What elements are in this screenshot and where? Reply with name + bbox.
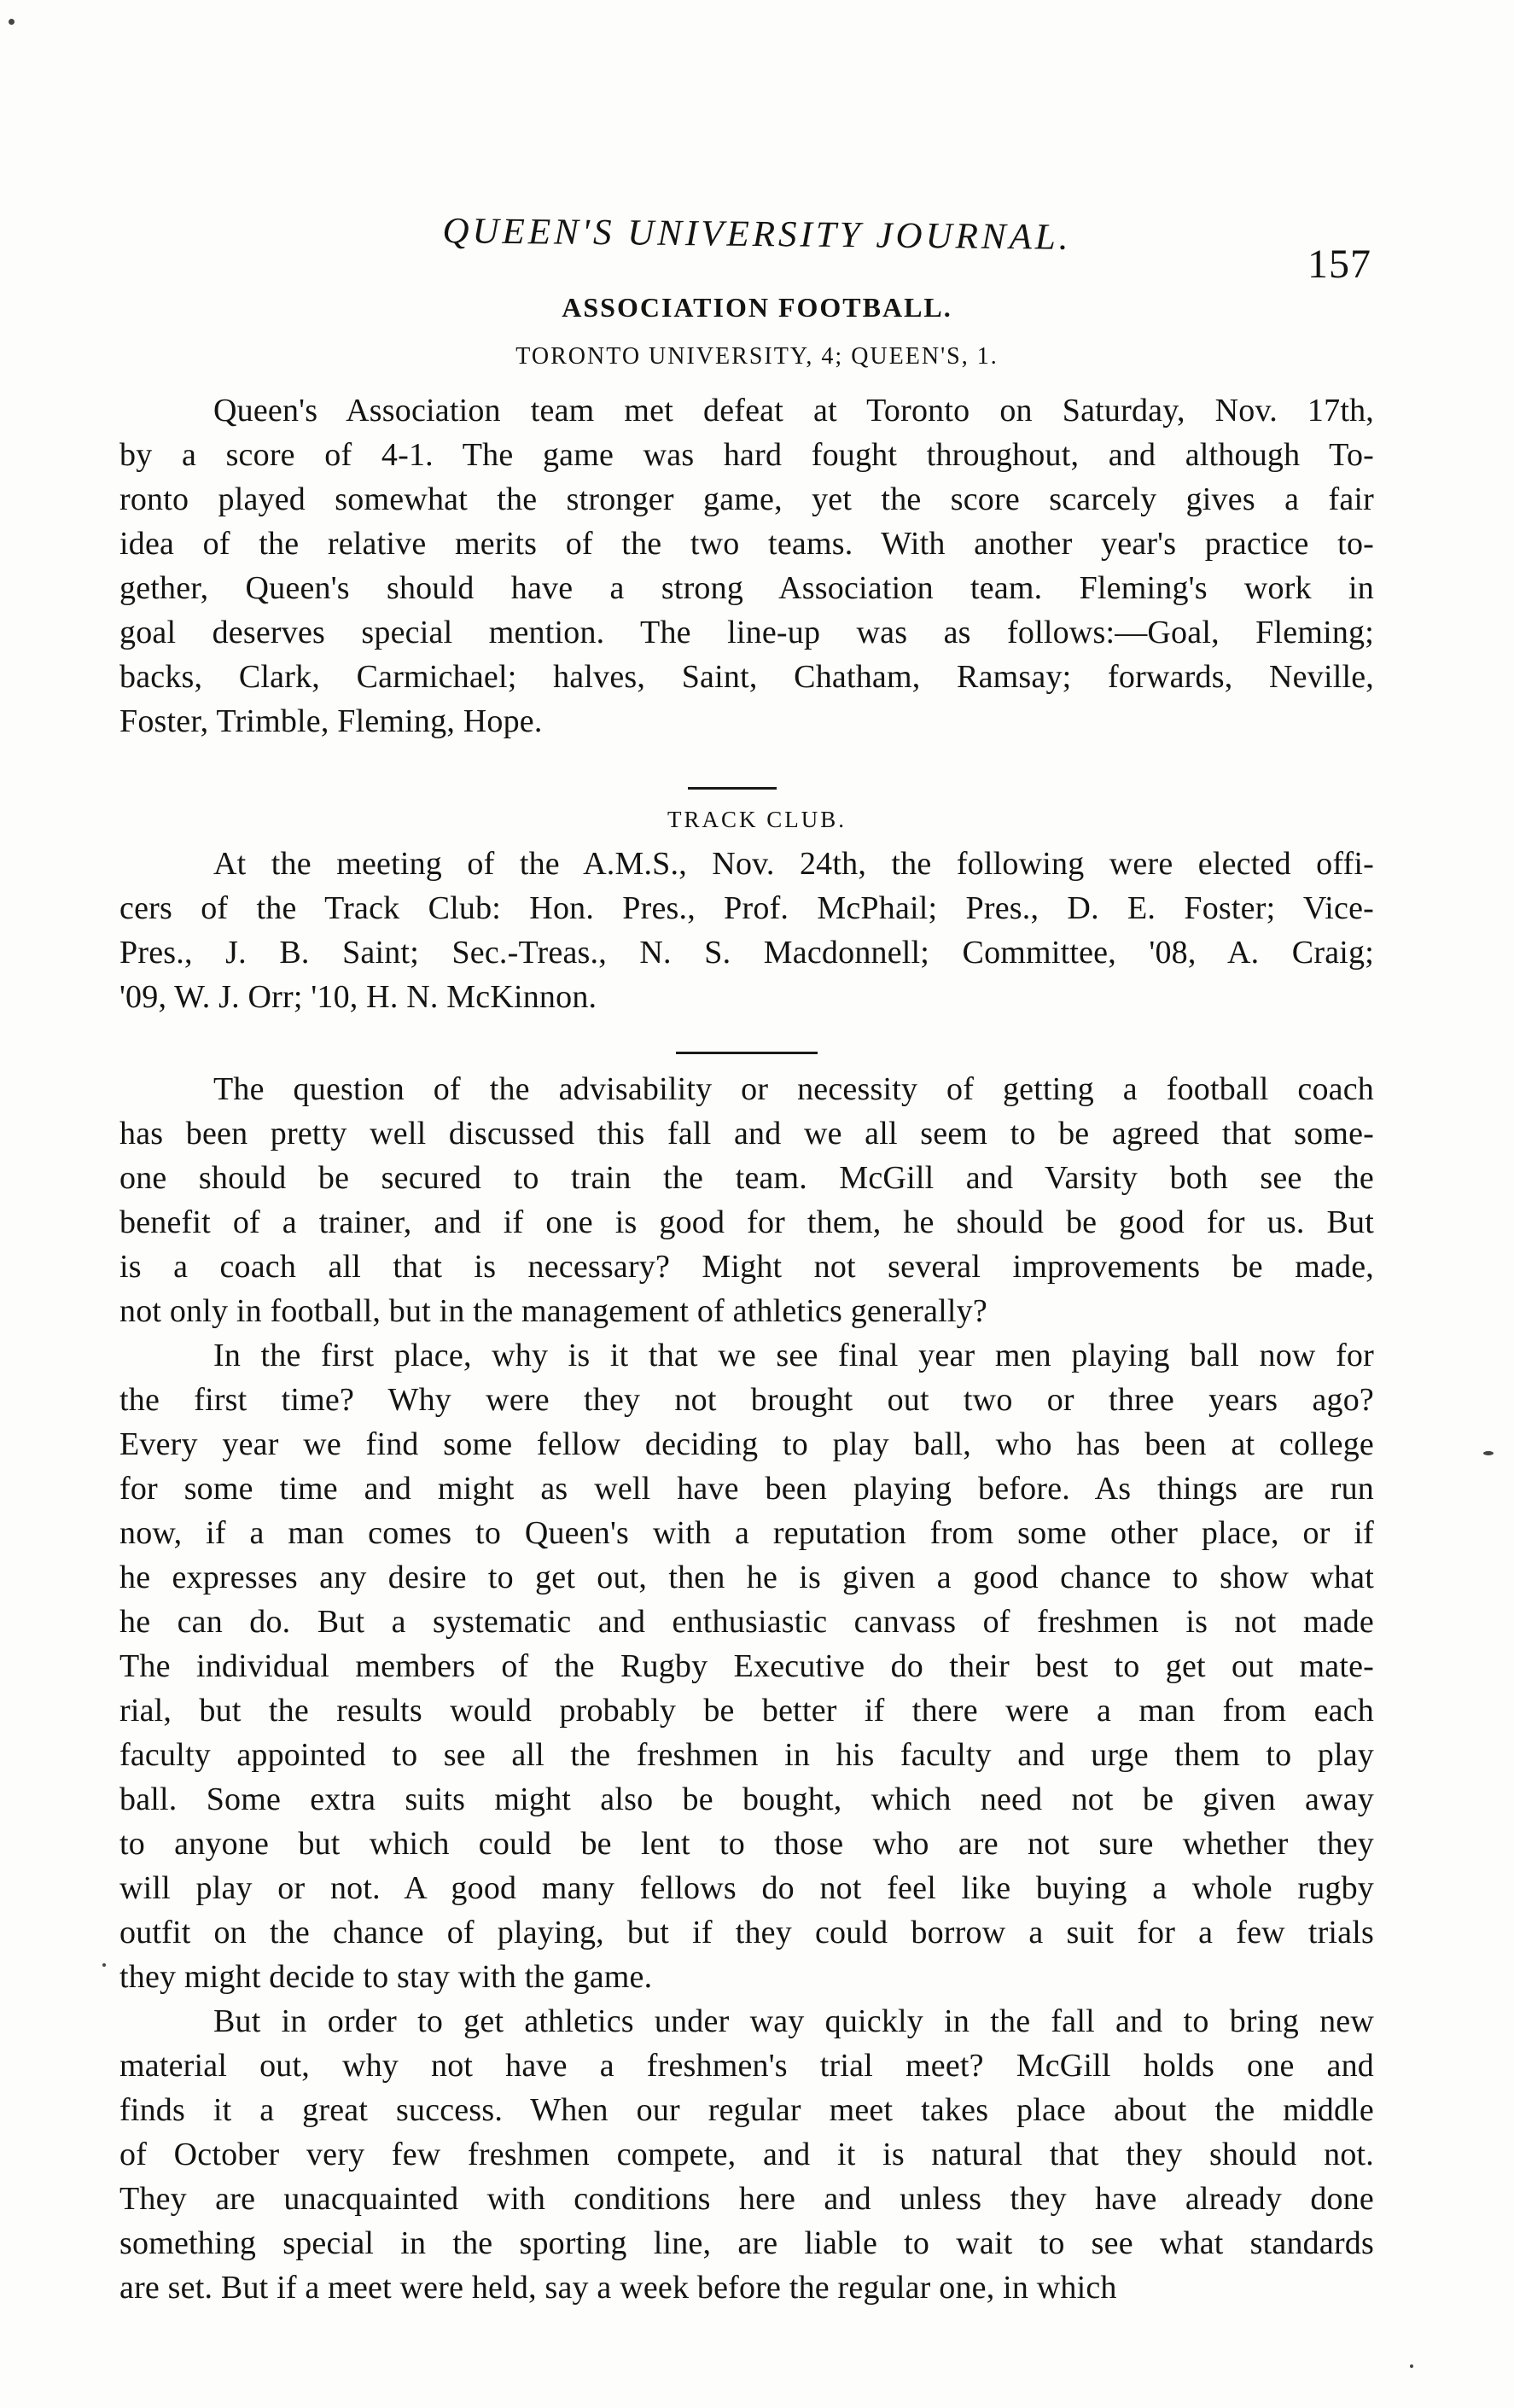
section-heading-track-club: TRACK CLUB.	[667, 807, 847, 832]
text-line: goal deserves special mention. The line-up was as follows:—Goal, Fleming;	[119, 615, 1374, 650]
text-line: something special in the sporting line, are liable to wait to see what standards	[119, 2225, 1374, 2261]
text-line: outfit on the chance of playing, but if they could borrow a suit for a few trials	[119, 1915, 1374, 1950]
text-line: material out, why not have a freshmen's trial meet? McGill holds one and	[119, 2048, 1374, 2084]
running-title: QUEEN'S UNIVERSITY JOURNAL.	[442, 211, 1072, 258]
text-line: the first time? Why were they not brought out two or three years ago?	[119, 1382, 1374, 1418]
text-line: Pres., J. B. Saint; Sec.-Treas., N. S. Macdonnell; Committee, '08, A. Craig;	[119, 935, 1374, 971]
text-line: he can do. But a systematic and enthusiastic canvass of freshmen is not made	[119, 1604, 1374, 1640]
text-line: '09, W. J. Orr; '10, H. N. McKinnon.	[119, 979, 597, 1015]
text-line: ronto played somewhat the stronger game, yet the score scarcely gives a fair	[119, 481, 1374, 517]
section-divider	[688, 787, 777, 790]
text-line: In the first place, why is it that we see final year men playing ball now for	[213, 1338, 1374, 1373]
scan-speck	[1410, 2364, 1413, 2368]
text-line: will play or not. A good many fellows do not feel like buying a whole rugby	[119, 1870, 1374, 1906]
text-line: finds it a great success. When our regular meet takes place about the middle	[119, 2092, 1374, 2128]
text-line: one should be secured to train the team. McGill and Varsity both see the	[119, 1160, 1374, 1196]
text-line: not only in football, but in the management of athletics generally?	[119, 1293, 987, 1329]
text-line: rial, but the results would probably be better if there were a man from each	[119, 1693, 1374, 1729]
text-line: The question of the advisability or necessity of getting a football coach	[213, 1071, 1374, 1107]
text-line: Every year we find some fellow deciding to play ball, who has been at college	[119, 1426, 1374, 1462]
text-line: now, if a man comes to Queen's with a reputation from some other place, or if	[119, 1515, 1374, 1551]
text-line: to anyone but which could be lent to those who are not sure whether they	[119, 1826, 1374, 1862]
text-line: But in order to get athletics under way quickly in the fall and to bring new	[213, 2003, 1374, 2039]
match-score-line: TORONTO UNIVERSITY, 4; QUEEN'S, 1.	[515, 343, 999, 370]
scan-speck	[102, 1963, 106, 1967]
track-club-paragraph	[119, 842, 1374, 1019]
text-line: They are unacquainted with conditions here and unless they have already done	[119, 2181, 1374, 2217]
text-line: backs, Clark, Carmichael; halves, Saint, Chatham, Ramsay; forwards, Neville,	[119, 659, 1374, 695]
scan-speck	[9, 19, 15, 25]
coach-paragraph-2	[119, 1333, 1374, 1999]
text-line: faculty appointed to see all the freshmen in his faculty and urge them to play	[119, 1737, 1374, 1773]
text-line: gether, Queen's should have a strong Association team. Fleming's work in	[119, 570, 1374, 606]
text-line: they might decide to stay with the game.	[119, 1959, 653, 1995]
text-line: cers of the Track Club: Hon. Pres., Prof. McPhail; Pres., D. E. Foster; Vice-	[119, 890, 1374, 926]
text-line: he expresses any desire to get out, then he is given a good chance to show what	[119, 1560, 1374, 1595]
text-line: Queen's Association team met defeat at Toronto on Saturday, Nov. 17th,	[213, 393, 1374, 429]
text-line: are set. But if a meet were held, say a week before the regular one, in which	[119, 2270, 1117, 2306]
text-line: Foster, Trimble, Fleming, Hope.	[119, 703, 543, 739]
text-line: benefit of a trainer, and if one is good for them, he should be good for us. But	[119, 1204, 1374, 1240]
text-line: The individual members of the Rugby Executive do their best to get out mate-	[119, 1648, 1374, 1684]
text-line: of October very few freshmen compete, and it is natural that they should not.	[119, 2137, 1374, 2172]
text-line: for some time and might as well have been playing before. As things are run	[119, 1471, 1374, 1507]
text-line: idea of the relative merits of the two teams. With another year's practice to-	[119, 526, 1374, 562]
section-divider	[676, 1052, 818, 1054]
text-line: by a score of 4-1. The game was hard fought throughout, and although To-	[119, 437, 1374, 473]
scan-speck	[1483, 1451, 1494, 1455]
coach-paragraph-1	[119, 1067, 1374, 1333]
page-number: 157	[1307, 242, 1371, 287]
football-report-paragraph	[119, 388, 1374, 743]
coach-paragraph-3	[119, 1999, 1374, 2310]
text-line: has been pretty well discussed this fall and we all seem to be agreed that some-	[119, 1116, 1374, 1152]
text-line: At the meeting of the A.M.S., Nov. 24th, the following were elected offi-	[213, 846, 1374, 882]
text-line: is a coach all that is necessary? Might not several improvements be made,	[119, 1249, 1374, 1285]
section-heading-association-football: ASSOCIATION FOOTBALL.	[562, 292, 952, 323]
text-line: ball. Some extra suits might also be bought, which need not be given away	[119, 1781, 1374, 1817]
